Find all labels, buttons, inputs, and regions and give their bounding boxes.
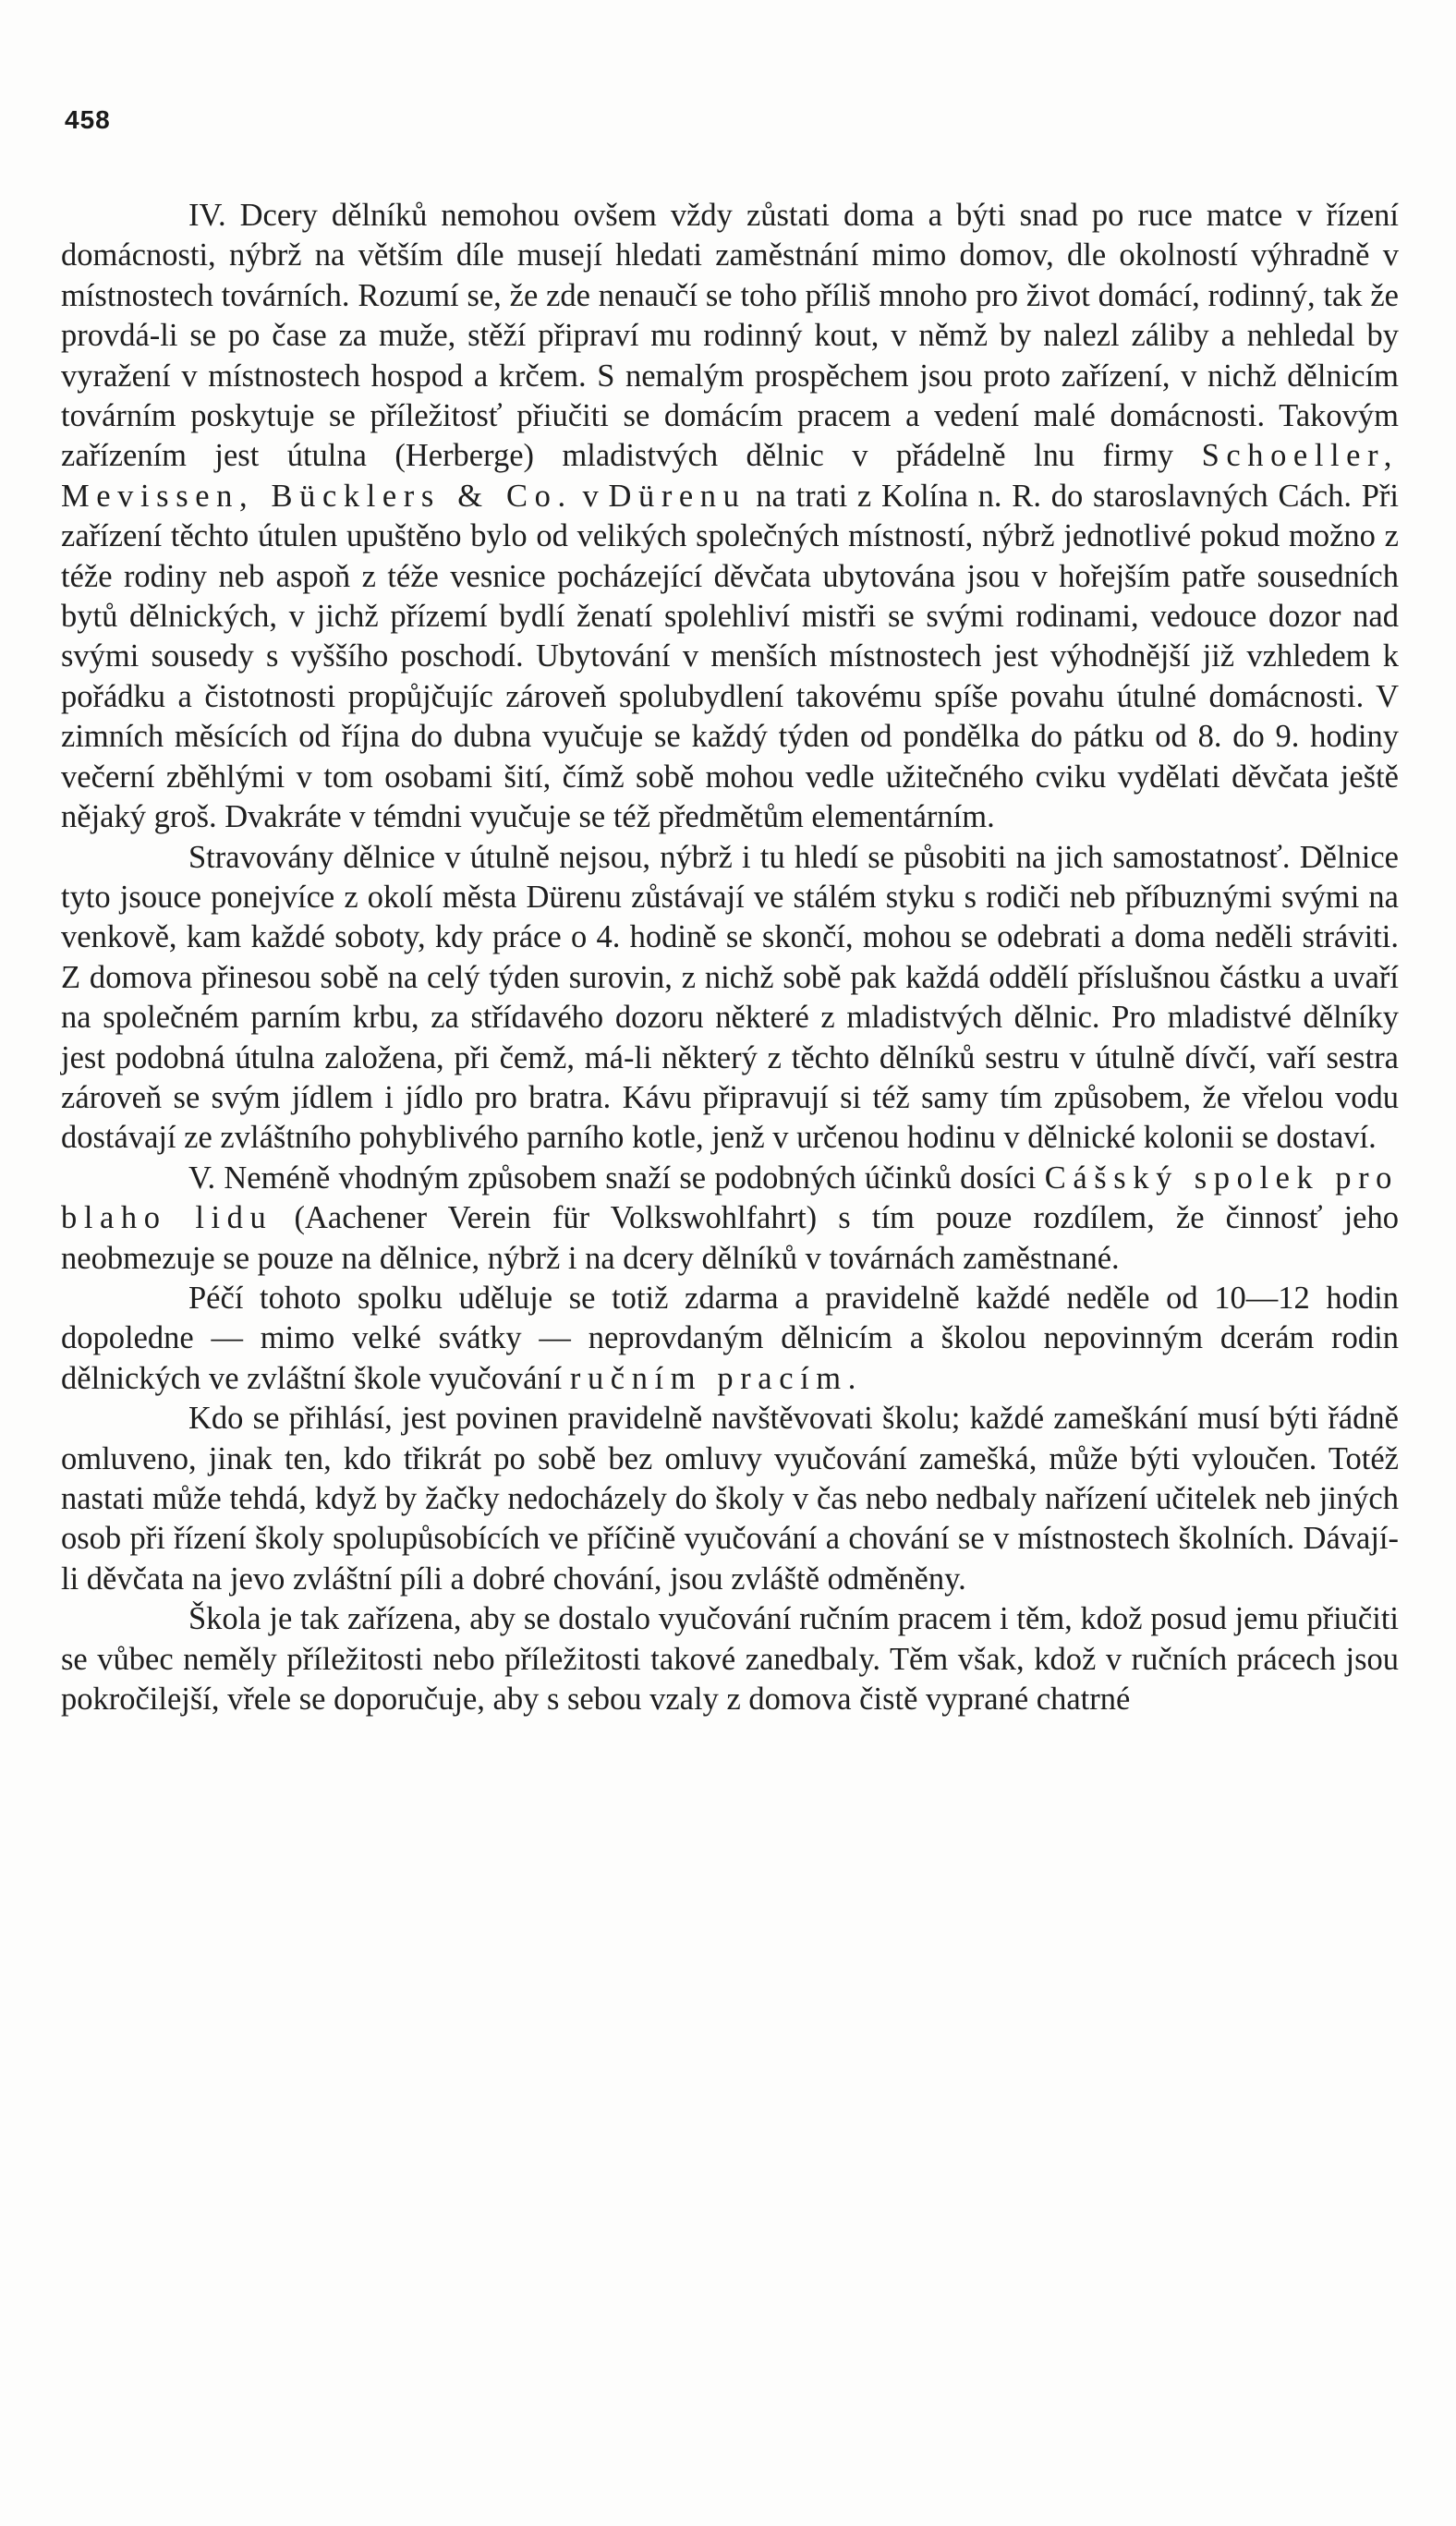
text-run: v [572,478,609,514]
paragraph [61,1159,1399,1279]
text-run: na trati z Kolína n. R. do staroslavných Cách. Při zařízení těchto útulen upuštěno bylo od velikých společných místností, nýbrž jednotlivé pokud možno z téže rodiny neb aspoň z téže vesnice pocházející děvčata ubytována jsou v hořejším patře sousedních bytů dělnických, v jichž přízemí bydlí ženatí spolehliví mistři se svými rodinami, vedouce dozor nad svými sousedy s vyššího poschodí. Ubytování v menších místnostech jest výhodnější již vzhledem k pořádku a čistotnosti propůjčujíc zároveň spolubydlení takovému spíše povahu útulné domácnosti. V zimních měsících od října do dubna vyučuje se každý týden od pondělka do pátku od 8. do 9. hodiny večerní zběhlými v tom osobami šití, čímž sobě mohou vedle užitečného cviku vydělati děvčata ještě nějaký groš. Dvakráte v témdni vyučuje se též předmětům elementárním. [61,478,1399,835]
page-number: 458 [65,105,111,134]
body-text [61,196,1399,1719]
text-run: Stravovány dělnice v útulně nejsou, nýbrž i tu hledí se působiti na jich samostatnosť. Dělnice tyto jsouce ponejvíce z okolí města Dürenu zůstávají ve stálém styku s rodiči neb příbuznými svými na venkově, kam každé soboty, kdy práce o 4. hodině se skončí, mohou se odebrati a doma neděli stráviti. Z domova přinesou sobě na celý týden surovin, z nichž sobě pak každá oddělí příslušnou částku a uvaří na společném parním krbu, za střídavého dozoru některé z mladistvých dělnic. Pro mladistvé dělníky jest podobná útulna založena, při čemž, má-li některý z těchto dělníků sestru v útulně dívčí, vaří sestra zároveň se svým jídlem i jídlo pro bratra. Kávu připravují si též samy tím způsobem, že vřelou vodu dostávají ze zvláštního pohyblivého parního kotle, jenž v určenou hodinu v dělnické kolonii se dostaví. [61,839,1399,1156]
text-run: (Aachener Verein für Volkswohlfahrt) s tím pouze rozdílem, že činnosť jeho neobmezuje se pouze na dělnice, nýbrž i na dcery dělníků v továrnách zaměstnané. [61,1200,1399,1276]
paragraph [61,1399,1399,1599]
spaced-emphasis: ručním pracím [569,1360,848,1396]
text-run: IV. Dcery dělníků nemohou ovšem vždy zůstati doma a býti snad po ruce matce v řízení domácnosti, nýbrž na větším díle musejí hledati zaměstnání mimo domov, dle okolností výhradně v místnostech továrních. Rozumí se, že zde nenaučí se toho příliš mnoho pro život domácí, rodinný, tak že provdá-li se po čase za muže, stěží připraví mu rodinný kout, v němž by nalezl záliby a nehledal by vyražení v místnostech hospod a krčem. S nemalým prospěchem jsou proto zařízení, v nichž dělnicím továrním poskytuje se příležitosť přiučiti se domácím pracem a vedení malé domácnosti. Takovým zařízením jest útulna (Herberge) mladistvých dělnic v přádelně lnu firmy [61,198,1399,474]
text-run: Péčí tohoto spolku uděluje se totiž zdarma a pravidelně každé neděle od 10—12 hodin dopoledne — mimo velké svátky — neprovdaným dělnicím a školou nepovinným dcerám rodin dělnických ve zvláštní škole vyučování [61,1280,1399,1396]
paragraph [61,196,1399,838]
text-run: V. Neméně vhodným způsobem snaží se podobných účinků dosíci [188,1160,1045,1196]
spaced-emphasis: Schoeller, Mevissen, Bücklers & Co. [61,438,1399,514]
paragraph [61,838,1399,1159]
spaced-emphasis: Cášský spolek pro blaho lidu [61,1160,1399,1236]
spaced-emphasis: Dürenu [608,478,746,514]
text-run: Škola je tak zařízena, aby se dostalo vyučování ručním pracem i těm, kdož posud jemu přiučiti se vůbec neměly příležitosti nebo příležitosti takové zanedbaly. Těm však, kdož v ručních prácech jsou pokročilejší, vřele se doporučuje, aby s sebou vzaly z domova čistě vyprané chatrné [61,1601,1399,1718]
paragraph [61,1599,1399,1719]
text-run: Kdo se přihlásí, jest povinen pravidelně navštěvovati školu; každé zameškání musí býti řádně omluveno, jinak ten, kdo třikrát po sobě bez omluvy vyučování zamešká, může býti vyloučen. Totéž nastati může tehdá, když by žačky nedocházely do školy v čas nebo nedbaly nařízení učitelek neb jiných osob při řízení školy spolupůsobících ve příčině vyučování a chování se v místnostech školních. Dávají-li děvčata na jevo zvláštní píli a dobré chování, jsou zvláště odměněny. [61,1401,1399,1597]
text-run: . [847,1360,856,1396]
paragraph [61,1279,1399,1399]
